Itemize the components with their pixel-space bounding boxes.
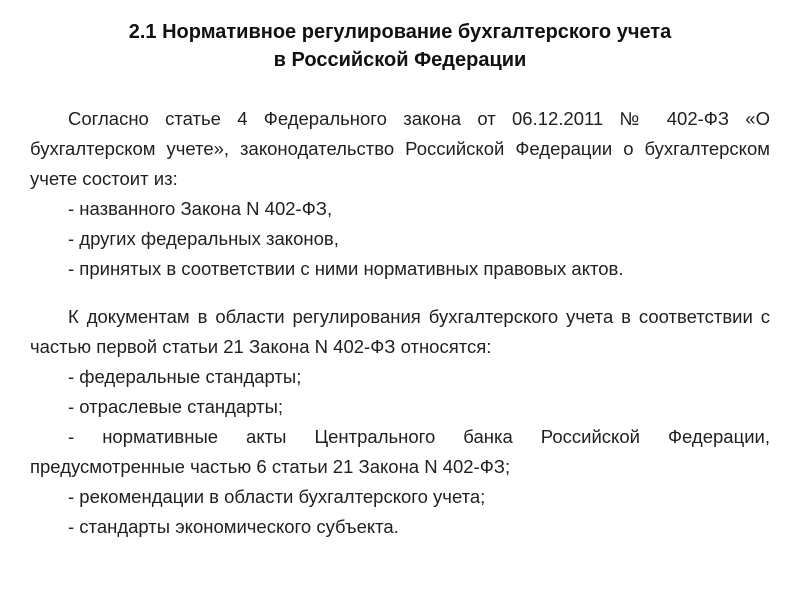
list-item: - федеральные стандарты;	[68, 366, 302, 387]
section1-intro: Согласно статье 4 Федерального закона от 06.12.2011 № 402-ФЗ «О бухгалтерском учете», законодательство Российской Федерации о бухгалтерском учете состоит из:	[30, 108, 770, 189]
title-line-1: 2.1 Нормативное регулирование бухгалтерского учета	[128, 21, 672, 43]
list-item: - принятых в соответствии с ними нормативных правовых актов.	[68, 258, 624, 279]
list-item: - отраслевые стандарты;	[68, 396, 284, 417]
section1-list	[30, 194, 770, 284]
list-item: - стандарты экономического субъекта.	[68, 516, 399, 537]
list-item: - рекомендации в области бухгалтерского учета;	[68, 486, 486, 507]
title-line-2: в Российской Федерации	[273, 49, 527, 71]
list-item: - других федеральных законов,	[68, 228, 339, 249]
section2-list	[30, 362, 770, 542]
list-item: - нормативные акты Центрального банка Российской Федерации, предусмотренные частью 6 статьи 21 Закона N 402-ФЗ;	[30, 426, 770, 477]
section2-intro: К документам в области регулирования бухгалтерского учета в соответствии с частью первой статьи 21 Закона N 402-ФЗ относятся:	[30, 306, 770, 357]
page-title	[30, 18, 770, 74]
list-item: - названного Закона N 402-ФЗ,	[68, 198, 333, 219]
